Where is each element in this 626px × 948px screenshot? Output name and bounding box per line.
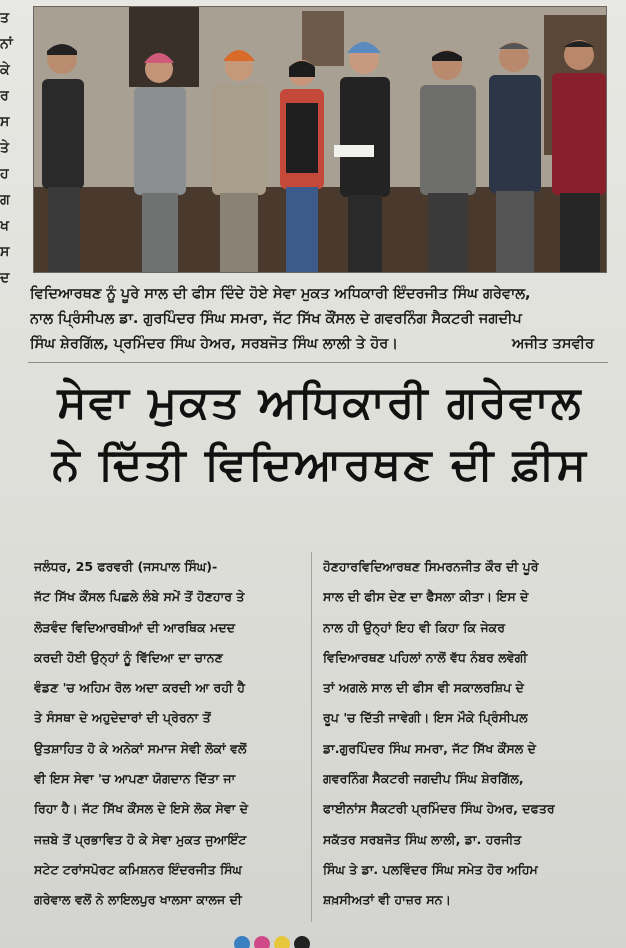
article-line: ਰਿਹਾ ਹੈ। ਜੱਟ ਸਿੱਖ ਕੌਂਸਲ ਦੇ ਇਸੇ ਲੋਕ ਸੇਵਾ ਦੇ <box>34 801 249 817</box>
photo-credit: ਅਜੀਤ ਤਸਵੀਰ <box>512 336 594 352</box>
caption-line <box>30 332 608 357</box>
article-line: ਤੇ ਸੰਸਥਾ ਦੇ ਅਹੁਦੇਦਾਰਾਂ ਦੀ ਪ੍ਰੇਰਨਾ ਤੋਂ <box>34 710 211 726</box>
caption-line: ਵਿਦਿਆਰਥਣ ਨੂੰ ਪੂਰੇ ਸਾਲ ਦੀ ਫੀਸ ਦਿੰਦੇ ਹੋਏ ਸੇਵਾ ਮੁਕਤ ਅਧਿਕਾਰੀ ਇੰਦਰਜੀਤ ਸਿੰਘ ਗਰੇਵਾਲ, <box>30 286 531 302</box>
article-line: ਰੂਪ 'ਚ ਦਿੱਤੀ ਜਾਵੇਗੀ। ਇਸ ਮੌਕੇ ਪ੍ਰਿੰਸੀਪਲ <box>323 710 528 726</box>
article-column-right <box>323 552 608 916</box>
column-divider <box>311 552 312 922</box>
fragment-char: ਨਾਂ <box>0 36 13 52</box>
article-line: ਨਾਲ ਹੀ ਉਨ੍ਹਾਂ ਇਹ ਵੀ ਕਿਹਾ ਕਿ ਜੇਕਰ <box>323 619 506 635</box>
article-column-left <box>34 552 304 916</box>
portrait-frame <box>302 11 344 66</box>
fragment-char: ਖ <box>0 218 9 234</box>
adjacent-column-fragment <box>0 0 28 338</box>
article-line: ਜਲੰਧਰ, 25 ਫਰਵਰੀ (ਜਸਪਾਲ ਸਿੰਘ)- <box>34 559 218 574</box>
group-photo-illustration <box>34 7 606 272</box>
article-line: ਵੀ ਇਸ ਸੇਵਾ 'ਚ ਆਪਣਾ ਯੋਗਦਾਨ ਦਿੱਤਾ ਜਾ <box>34 771 236 787</box>
article-line: ਤਾਂ ਅਗਲੇ ਸਾਲ ਦੀ ਫੀਸ ਵੀ ਸਕਾਲਰਸ਼ਿਪ ਦੇ <box>323 680 524 696</box>
article-line: ਡਾ.ਗੁਰਪਿੰਦਰ ਸਿੰਘ ਸਮਰਾ, ਜੱਟ ਸਿੱਖ ਕੌਂਸਲ ਦੇ <box>323 740 537 756</box>
fragment-char: ਗ <box>0 192 10 208</box>
article-line: ਲੋੜਵੰਦ ਵਿਦਿਆਰਥੀਆਂ ਦੀ ਆਰਥਿਕ ਮਦਦ <box>34 619 236 635</box>
article-line: ਕਰਦੀ ਹੋਈ ਉਨ੍ਹਾਂ ਨੂੰ ਵਿੱਦਿਆ ਦਾ ਚਾਨਣ <box>34 649 223 665</box>
fragment-char: ਦ <box>0 270 10 286</box>
article-line: ਗਰੇਵਾਲ ਵਲੋਂ ਨੇ ਲਾਇਲਪੁਰ ਖਾਲਸਾ ਕਾਲਜ ਦੀ <box>34 892 242 908</box>
article-line: ਜਜ਼ਬੇ ਤੋਂ ਪ੍ਰਭਾਵਿਤ ਹੋ ਕੇ ਸੇਵਾ ਮੁਕਤ ਜੁਆਇੰਟ <box>34 831 247 847</box>
article-line: ਸਿੰਘ ਤੇ ਡਾ. ਪਲਵਿੰਦਰ ਸਿੰਘ ਸਮੇਤ ਹੋਰ ਅਹਿਮ <box>323 861 538 877</box>
divider <box>28 362 608 363</box>
fragment-char: ਤੇ <box>0 140 9 156</box>
article-line: ਗਵਰਨਿੰਗ ਸੈਕਟਰੀ ਜਗਦੀਪ ਸਿੰਘ ਸ਼ੇਰਗਿੱਲ, <box>323 771 524 787</box>
headline-line-2: ਨੇ ਦਿੱਤੀ ਵਿਦਿਆਰਥਣ ਦੀ ਫ਼ੀਸ <box>52 439 588 490</box>
fragment-char: ਸ <box>0 244 10 260</box>
fragment-char: ਤ <box>0 10 9 26</box>
article-line: ਫਾਈਨਾਂਸ ਸੈਕਟਰੀ ਪ੍ਰਮਿੰਦਰ ਸਿੰਘ ਹੇਅਰ, ਦਫਤਰ <box>323 801 555 817</box>
person-4 <box>280 60 324 272</box>
photo-caption <box>30 282 608 357</box>
article-line: ਜੱਟ ਸਿੱਖ ਕੌਂਸਲ ਪਿਛਲੇ ਲੰਬੇ ਸਮੇਂ ਤੋਂ ਹੋਣਹਾਰ ਤੇ <box>34 589 245 605</box>
cheque <box>334 145 374 157</box>
news-photo <box>33 6 607 273</box>
person-8 <box>552 40 606 272</box>
article-line: ਸਾਲ ਦੀ ਫੀਸ ਦੇਣ ਦਾ ਫੈਸਲਾ ਕੀਤਾ। ਇਸ ਦੇ <box>323 589 529 605</box>
article-line: ਸ਼ਖ਼ਸੀਅਤਾਂ ਵੀ ਹਾਜ਼ਰ ਸਨ। <box>323 892 451 908</box>
caption-line: ਨਾਲ ਪ੍ਰਿੰਸੀਪਲ ਡਾ. ਗੁਰਪਿੰਦਰ ਸਿੰਘ ਸਮਰਾ, ਜੱਟ ਸਿੱਖ ਕੌਂਸਲ ਦੇ ਗਵਰਨਿੰਗ ਸੈਕਟਰੀ ਜਗਦੀਪ <box>30 311 522 327</box>
registration-marks <box>0 930 626 948</box>
fragment-char: ਹ <box>0 166 9 182</box>
article-line: ਉਤਸ਼ਾਹਿਤ ਹੋ ਕੇ ਅਨੇਕਾਂ ਸਮਾਜ ਸੇਵੀ ਲੋਕਾਂ ਵਲੋਂ <box>34 740 247 756</box>
article-line: ਵਿਦਿਆਰਥਣ ਪਹਿਲਾਂ ਨਾਲੋਂ ਵੱਧ ਨੰਬਰ ਲਵੇਗੀ <box>323 649 528 665</box>
caption-line-3: ਸਿੰਘ ਸ਼ੇਰਗਿੱਲ, ਪ੍ਰਮਿੰਦਰ ਸਿੰਘ ਹੇਅਰ, ਸਰਬਜੋਤ ਸਿੰਘ ਲਾਲੀ ਤੇ ਹੋਰ। <box>30 336 399 352</box>
headline-line-1: ਸੇਵਾ ਮੁਕਤ ਅਧਿਕਾਰੀ ਗਰੇਵਾਲ <box>57 377 583 428</box>
fragment-char: ਕੇ <box>0 62 10 78</box>
article-line: ਸਕੱਤਰ ਸਰਬਜੋਤ ਸਿੰਘ ਲਾਲੀ, ਡਾ. ਹਰਜੀਤ <box>323 831 522 847</box>
article-line: ਵੰਡਣ 'ਚ ਅਹਿਮ ਰੋਲ ਅਦਾ ਕਰਦੀ ਆ ਰਹੀ ਹੈ <box>34 680 245 696</box>
article-line: ਹੋਣਹਾਰਵਿਦਿਆਰਥਣ ਸਿਮਰਨਜੀਤ ਕੌਰ ਦੀ ਪੂਰੇ <box>323 559 539 574</box>
headline <box>32 372 608 496</box>
article-line: ਸਟੇਟ ਟਰਾਂਸਪੋਰਟ ਕਮਿਸ਼ਨਰ ਇੰਦਰਜੀਤ ਸਿੰਘ <box>34 861 242 877</box>
fragment-char: ਰ <box>0 88 9 104</box>
person-7 <box>489 42 541 272</box>
fragment-char: ਸ <box>0 114 10 130</box>
